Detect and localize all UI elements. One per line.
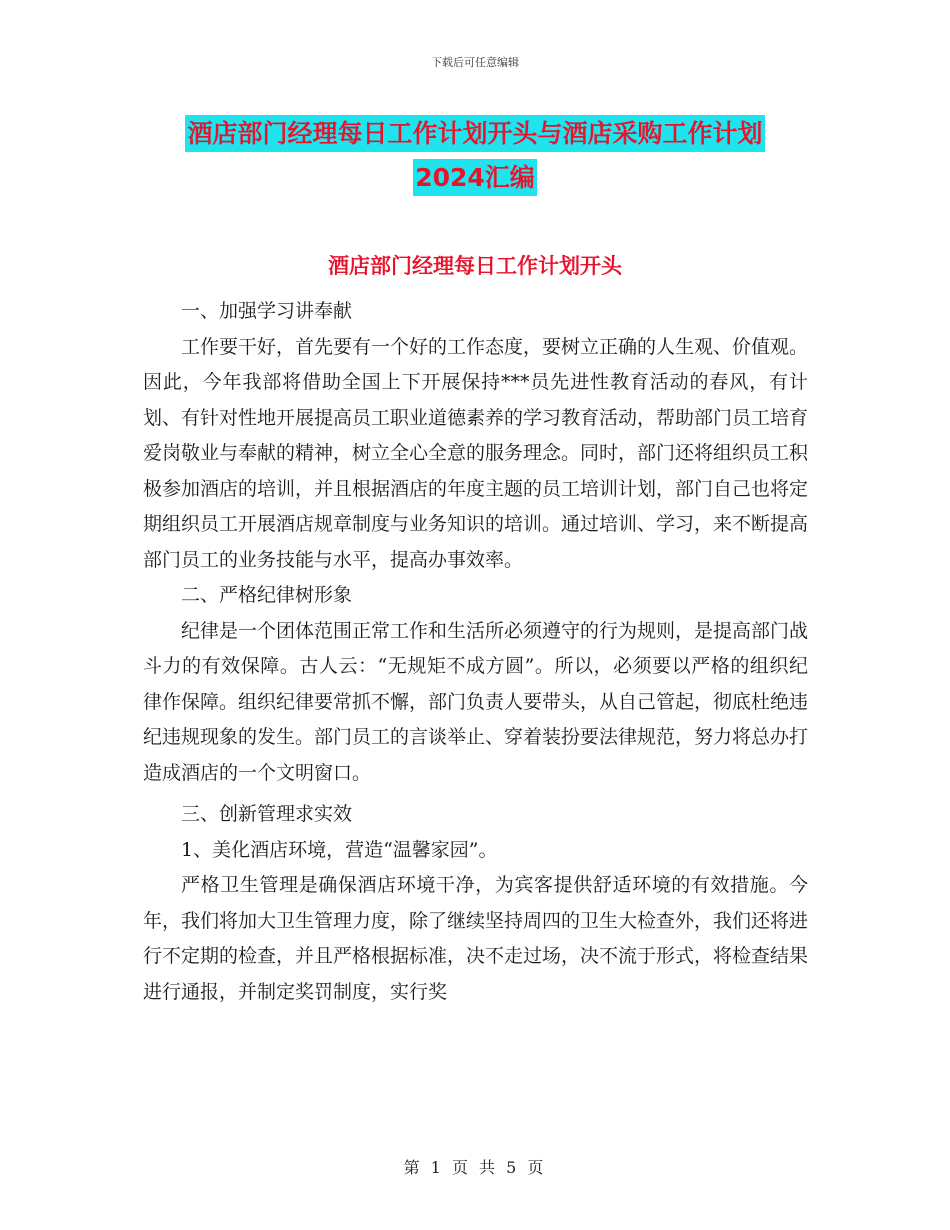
paragraph-hygiene: 严格卫生管理是确保酒店环境干净，为宾客提供舒适环境的有效措施。今年，我们将加大卫生管理力度，除了继续坚持周四的卫生大检查外，我们还将进行不定期的检查，并且严格根据标准，决不走过场，决不流于形式，将检查结果进行通报，并制定奖罚制度，实行奖 [143, 874, 809, 1003]
document-body [143, 294, 808, 1010]
heading-strict-discipline: 二、严格纪律树形象 [181, 584, 353, 606]
heading-strengthen-learning: 一、加强学习讲奉献 [181, 300, 353, 322]
document-title-text-1: 酒店部门经理每日工作计划开头与酒店采购工作计划 [185, 115, 764, 152]
paragraph-attitude: 工作要干好，首先要有一个好的工作态度，要树立正确的人生观、价值观。因此，今年我部将借助全国上下开展保持***员先进性教育活动的春风，有计划、有针对性地开展提高员工职业道德素养的学习教育活动，帮助部门员工培育爱岗敬业与奉献的精神，树立全心全意的服务理念。同时，部门还将组织员工积极参加酒店的培训，并且根据酒店的年度主题的员工培训计划，部门自己也将定期组织员工开展酒店规章制度与业务知识的培训。通过培训、学习，来不断提高部门员工的业务技能与水平，提高办事效率。 [143, 335, 809, 571]
page-header-note: 下载后可任意编辑 [431, 56, 519, 69]
subheading-beautify-environment: 1、美化酒店环境，营造“温馨家园”。 [181, 838, 498, 861]
document-title-line-2 [0, 158, 950, 194]
heading-innovative-management: 三、创新管理求实效 [181, 803, 353, 825]
document-title-line-1 [0, 114, 950, 150]
section-title: 酒店部门经理每日工作计划开头 [328, 254, 622, 278]
page-number: 第 1 页 共 5 页 [403, 1158, 547, 1177]
paragraph-discipline: 纪律是一个团体范围正常工作和生活所必须遵守的行为规则，是提高部门战斗力的有效保障。古人云：“无规矩不成方圆”。所以，必须要以严格的组织纪律作保障。组织纪律要常抓不懈，部门负责人要带头，从自己管起，彻底杜绝违纪违规现象的发生。部门员工的言谈举止、穿着装扮要法律规范，努力将总办打造成酒店的一个文明窗口。 [143, 619, 809, 784]
document-title-text-2: 2024汇编 [413, 159, 537, 196]
